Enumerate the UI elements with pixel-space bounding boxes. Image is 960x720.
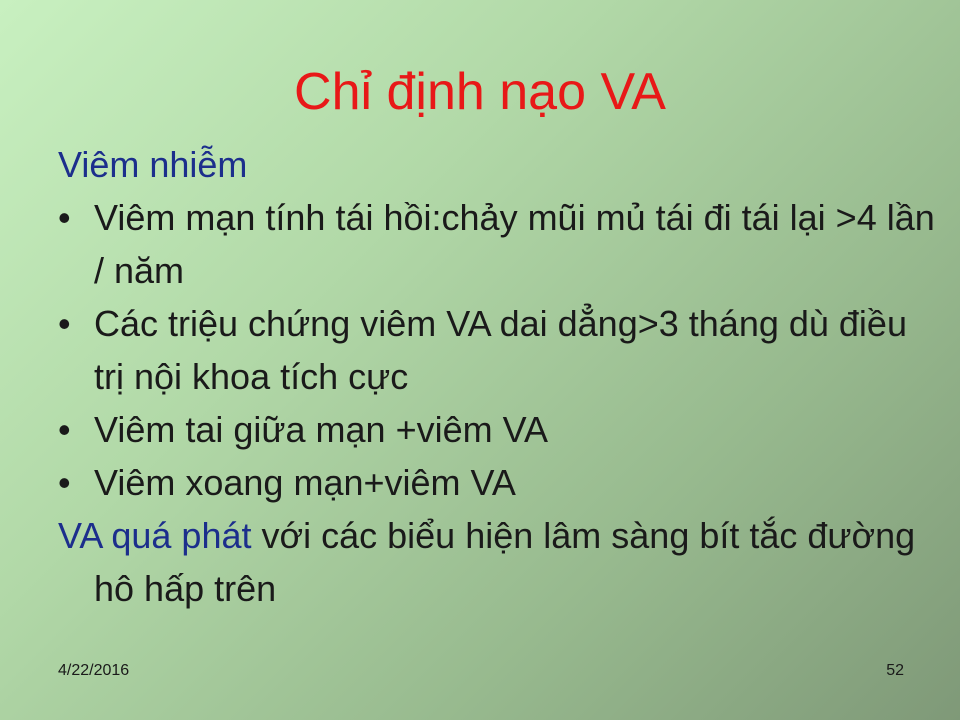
bullet-marker: • (58, 303, 71, 344)
bullet-item (58, 191, 938, 297)
bullet-text: Viêm xoang mạn+viêm VA (94, 462, 516, 503)
closing-paragraph (58, 509, 938, 615)
bullet-text: Viêm tai giữa mạn +viêm VA (94, 409, 548, 450)
closing-highlight: VA quá phát (58, 515, 252, 556)
slide-body (58, 138, 938, 615)
closing-text: với các biểu hiện lâm sàng bít tắc đường hô hấp trên (94, 515, 916, 609)
bullet-text: Các triệu chứng viêm VA dai dẳng>3 tháng dù điều trị nội khoa tích cực (94, 303, 907, 397)
bullet-marker: • (58, 197, 71, 238)
bullet-marker: • (58, 409, 71, 450)
slide-title: Chỉ định nạo VA (294, 63, 666, 121)
footer-page-number: 52 (886, 662, 904, 679)
bullet-item (58, 297, 938, 403)
bullet-item (58, 403, 938, 456)
bullet-marker: • (58, 462, 71, 503)
bullet-text: Viêm mạn tính tái hồi:chảy mũi mủ tái đi tái lại >4 lần / năm (94, 197, 935, 291)
bullet-item (58, 456, 938, 509)
footer-date: 4/22/2016 (58, 662, 130, 679)
section-heading: Viêm nhiễm (58, 144, 248, 185)
